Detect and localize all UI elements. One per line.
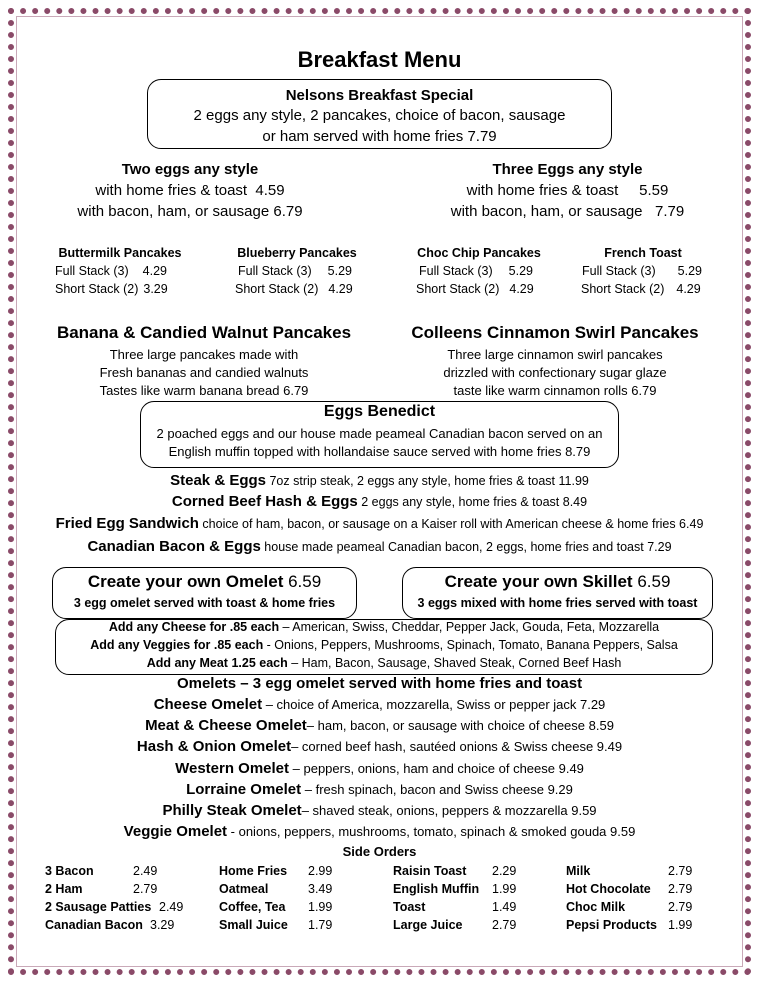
omelet-item: Philly Steak Omelet– shaved steak, onions, peppers & mozzarella 9.59: [162, 802, 597, 819]
side-item-name: Coffee, Tea: [219, 900, 286, 914]
side-item-name: Pepsi Products: [566, 918, 657, 932]
side-item-price: 2.79: [668, 882, 693, 896]
pancake-short-stack: Short Stack (2) 4.29: [416, 282, 534, 296]
pancake-title: Choc Chip Pancakes: [417, 246, 541, 260]
side-item-name: Home Fries: [219, 864, 288, 878]
side-item-name: 3 Bacon: [45, 864, 94, 878]
side-item-price: 1.79: [308, 918, 333, 932]
own-omelet-sub: 3 egg omelet served with toast & home fries: [73, 596, 336, 610]
side-item-name: English Muffin: [393, 882, 480, 896]
omelet-item: Veggie Omelet - onions, peppers, mushrooms, tomato, spinach & smoked gouda 9.59: [123, 823, 636, 840]
side-item-price: 3.29: [150, 918, 175, 932]
side-item-price: 2.49: [159, 900, 184, 914]
omelet-item: Hash & Onion Omelet– corned beef hash, sautéed onions & Swiss cheese 9.49: [136, 738, 623, 755]
addon-line: Add any Meat 1.25 each – Ham, Bacon, Sausage, Shaved Steak, Corned Beef Hash: [146, 656, 622, 670]
side-item-name: Milk: [566, 864, 591, 878]
pancake-full-stack: Full Stack (3) 5.29: [582, 264, 702, 278]
two-eggs-line2: with bacon, ham, or sausage 6.79: [77, 203, 303, 220]
combo-item: Corned Beef Hash & Eggs 2 eggs any style, home fries & toast 8.49: [171, 493, 588, 510]
two-eggs-title: Two eggs any style: [121, 161, 259, 178]
special-desc-line1: 2 eggs any style, 2 pancakes, choice of bacon, sausage: [193, 107, 566, 124]
pancake-short-stack: Short Stack (2) 4.29: [235, 282, 353, 296]
side-item-name: Toast: [393, 900, 426, 914]
omelets-header: Omelets – 3 egg omelet served with home fries and toast: [176, 675, 583, 692]
omelet-item: Cheese Omelet – choice of America, mozzarella, Swiss or pepper jack 7.29: [153, 696, 606, 713]
special-desc-line2: or ham served with home fries 7.79: [262, 128, 497, 145]
addon-line: Add any Cheese for .85 each – American, Swiss, Cheddar, Pepper Jack, Gouda, Feta, Mozzarella: [108, 620, 660, 634]
side-item-name: Large Juice: [393, 918, 463, 932]
banana-desc-line3: Tastes like warm banana bread 6.79: [99, 383, 309, 398]
combo-item: Canadian Bacon & Eggs house made peameal Canadian bacon, 2 eggs, home fries and toast 7.29: [87, 538, 672, 555]
side-item-name: 2 Ham: [45, 882, 83, 896]
side-item-price: 3.49: [308, 882, 333, 896]
benedict-desc-line2: English muffin topped with hollandaise sauce served with home fries 8.79: [168, 444, 591, 459]
side-item-price: 2.79: [668, 864, 693, 878]
side-item-name: Hot Chocolate: [566, 882, 651, 896]
cinnamon-desc-line3: taste like warm cinnamon rolls 6.79: [453, 383, 657, 398]
side-item-price: 2.79: [133, 882, 158, 896]
cinnamon-desc-line1: Three large cinnamon swirl pancakes: [447, 347, 663, 362]
pancake-title: French Toast: [604, 246, 682, 260]
banana-desc-line1: Three large pancakes made with: [109, 347, 299, 362]
cinnamon-pancakes-title: Colleens Cinnamon Swirl Pancakes: [411, 323, 699, 342]
omelet-item: Lorraine Omelet – fresh spinach, bacon and Swiss cheese 9.29: [186, 781, 573, 798]
addon-line: Add any Veggies for .85 each - Onions, Peppers, Mushrooms, Spinach, Tomato, Banana Peppers, Salsa: [90, 638, 678, 652]
side-item-name: Oatmeal: [219, 882, 269, 896]
side-item-name: 2 Sausage Patties: [45, 900, 152, 914]
pancake-full-stack: Full Stack (3) 4.29: [55, 264, 167, 278]
side-item-name: Raisin Toast: [393, 864, 467, 878]
side-item-name: Choc Milk: [566, 900, 626, 914]
banana-desc-line2: Fresh bananas and candied walnuts: [99, 365, 309, 380]
cinnamon-desc-line2: drizzled with confectionary sugar glaze: [443, 365, 667, 380]
special-title: Nelsons Breakfast Special: [285, 87, 474, 104]
side-item-price: 1.99: [492, 882, 517, 896]
side-item-price: 1.49: [492, 900, 517, 914]
side-item-name: Small Juice: [219, 918, 288, 932]
side-item-price: 2.79: [492, 918, 517, 932]
omelet-item: Meat & Cheese Omelet– ham, bacon, or sausage with choice of cheese 8.59: [145, 717, 614, 734]
benedict-desc-line1: 2 poached eggs and our house made peameal Canadian bacon served on an: [156, 426, 603, 441]
combo-item: Fried Egg Sandwich choice of ham, bacon, or sausage on a Kaiser roll with American cheese & home fries 6.49: [55, 515, 704, 532]
side-item-price: 2.49: [133, 864, 158, 878]
three-eggs-title: Three Eggs any style: [492, 161, 643, 178]
page-title: Breakfast Menu: [297, 47, 462, 72]
pancake-full-stack: Full Stack (3) 5.29: [419, 264, 533, 278]
pancake-title: Blueberry Pancakes: [237, 246, 357, 260]
two-eggs-line1: with home fries & toast 4.59: [95, 182, 285, 199]
benedict-title: Eggs Benedict: [323, 403, 436, 420]
three-eggs-line1: with home fries & toast 5.59: [466, 182, 669, 199]
side-item-name: Canadian Bacon: [45, 918, 143, 932]
pancake-short-stack: Short Stack (2) 3.29: [55, 282, 168, 296]
own-omelet-title: Create your own Omelet 6.59: [87, 572, 322, 591]
side-item-price: 2.99: [308, 864, 333, 878]
pancake-full-stack: Full Stack (3) 5.29: [238, 264, 352, 278]
combo-item: Steak & Eggs 7oz strip steak, 2 eggs any style, home fries & toast 11.99: [170, 472, 589, 489]
side-item-price: 2.79: [668, 900, 693, 914]
own-skillet-title: Create your own Skillet 6.59: [444, 572, 671, 591]
own-skillet-sub: 3 eggs mixed with home fries served with toast: [417, 596, 698, 610]
banana-pancakes-title: Banana & Candied Walnut Pancakes: [56, 323, 352, 342]
side-item-price: 2.29: [492, 864, 517, 878]
side-item-price: 1.99: [308, 900, 333, 914]
pancake-short-stack: Short Stack (2) 4.29: [581, 282, 701, 296]
pancake-title: Buttermilk Pancakes: [58, 246, 182, 260]
three-eggs-line2: with bacon, ham, or sausage 7.79: [450, 203, 685, 220]
omelet-item: Western Omelet – peppers, onions, ham and choice of cheese 9.49: [175, 760, 584, 777]
side-item-price: 1.99: [668, 918, 693, 932]
side-orders-title: Side Orders: [342, 844, 417, 859]
